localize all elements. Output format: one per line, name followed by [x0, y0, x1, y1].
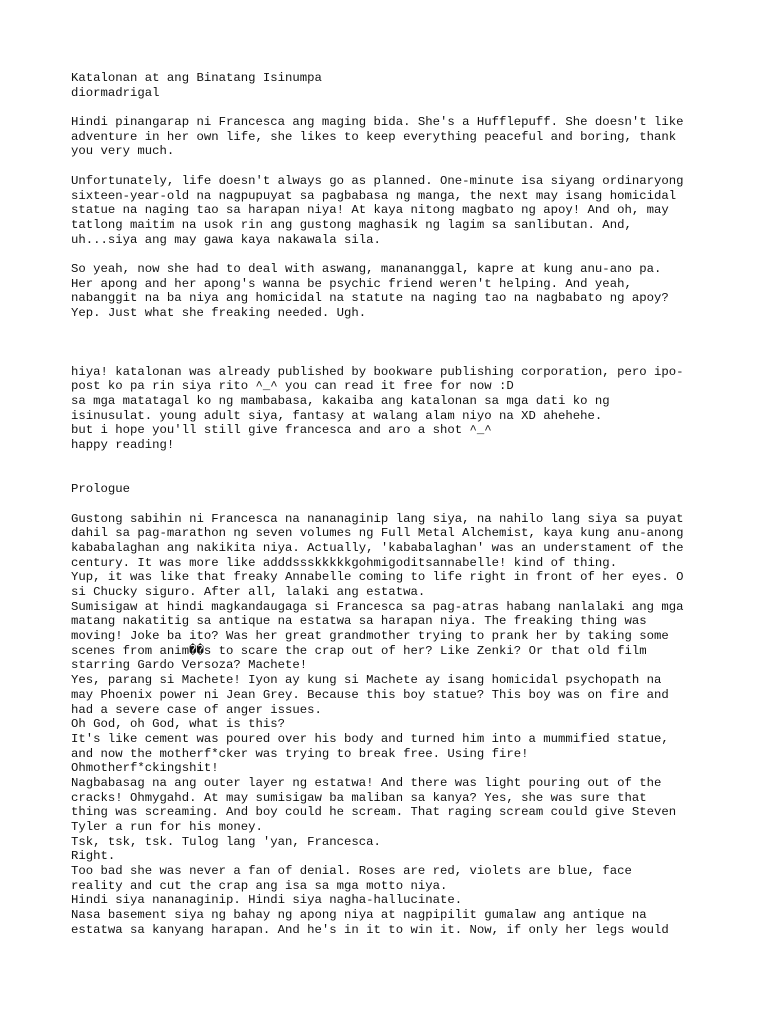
text-line: Yes, parang si Machete! Iyon ay kung si Machete ay isang homicidal psychopath na: [71, 673, 662, 688]
blurb-paragraph-3: [71, 262, 711, 321]
text-line: Her apong and her apong's wanna be psychic friend weren't helping. And yeah,: [71, 276, 632, 291]
text-line: Gustong sabihin ni Francesca na nananaginip lang siya, na nahilo lang siya sa puyat: [71, 511, 684, 526]
text-line: Unfortunately, life doesn't always go as planned. One-minute isa siyang ordinaryong: [71, 173, 684, 188]
text-line: It's like cement was poured over his body and turned him into a mummified statue,: [71, 731, 669, 746]
text-line: but i hope you'll still give francesca and aro a shot ^_^: [71, 423, 492, 438]
story-author: diormadrigal: [71, 85, 160, 100]
text-line: Too bad she was never a fan of denial. Roses are red, violets are blue, face: [71, 864, 632, 879]
text-line: Hindi siya nananaginip. Hindi siya nagha-hallucinate.: [71, 893, 463, 908]
text-line: Nasa basement siya ng bahay ng apong niya at nagpipilit gumalaw ang antique na: [71, 908, 647, 923]
text-line: Oh God, oh God, what is this?: [71, 717, 286, 732]
text-line: Yep. Just what she freaking needed. Ugh.: [71, 306, 367, 320]
text-line: estatwa sa kanyang harapan. And he's in it to win it. Now, if only her legs would: [71, 922, 669, 937]
text-line: starring Gardo Versoza? Machete!: [71, 658, 308, 673]
text-line: cracks! Ohmygahd. At may sumisigaw ba maliban sa kanya? Yes, she was sure that: [71, 790, 647, 805]
text-line: century. It was more like adddssskkkkkgohmigoditsannabelle! kind of thing.: [71, 555, 618, 570]
text-line: sa mga matatagal ko ng mambabasa, kakaiba ang katalonan sa mga dati ko ng: [71, 394, 610, 409]
text-line: Nagbabasag na ang outer layer ng estatwa! And there was light pouring out of the: [71, 775, 662, 790]
text-line: tatlong maitim na usok rin ang gustong maghasik ng lagim sa sanlibutan. And,: [71, 217, 632, 232]
text-line: moving! Joke ba ito? Was her great grandmother trying to prank her by taking some: [71, 629, 669, 644]
spacer: [71, 159, 711, 174]
prologue-heading: Prologue: [71, 482, 131, 497]
spacer: [71, 247, 711, 262]
text-line: Tsk, tsk, tsk. Tulog lang 'yan, Francesca.: [71, 834, 381, 849]
text-line: Yup, it was like that freaky Annabelle coming to life right in front of her eyes. O: [71, 570, 684, 585]
text-line: kababalaghan ang nakikita niya. Actually, 'kababalaghan' was an understament of the: [71, 540, 684, 555]
author-note: [71, 365, 711, 453]
blurb-paragraph-2: [71, 174, 711, 247]
text-line: hiya! katalonan was already published by bookware publishing corporation, pero ipo-: [71, 364, 684, 379]
text-line: nabanggit na ba niya ang homicidal na statute na naging tao na nagbabato ng apoy?: [71, 291, 669, 306]
text-line: may Phoenix power ni Jean Grey. Because this boy statue? This boy was on fire and: [71, 687, 669, 702]
text-line: Right.: [71, 849, 116, 864]
document-page: [71, 71, 711, 938]
text-line: uh...siya ang may gawa kaya nakawala sila.: [71, 232, 381, 247]
text-line: reality and cut the crap ang isa sa mga motto niya.: [71, 878, 448, 893]
text-line: Hindi pinangarap ni Francesca ang maging bida. She's a Hufflepuff. She doesn't like: [71, 115, 684, 130]
spacer: [71, 453, 711, 482]
spacer: [71, 100, 711, 115]
text-line: So yeah, now she had to deal with aswang, manananggal, kapre at kung anu-ano pa.: [71, 261, 662, 276]
text-line: post ko pa rin siya rito ^_^ you can read it free for now :D: [71, 379, 514, 394]
text-line: Tyler a run for his money.: [71, 820, 263, 835]
text-line: isinusulat. young adult siya, fantasy at walang alam niyo na XD ahehehe.: [71, 408, 603, 423]
prologue-body: [71, 512, 711, 938]
text-line: happy reading!: [71, 438, 175, 453]
text-line: dahil sa pag-marathon ng seven volumes ng Full Metal Alchemist, kaya kung anu-anong: [71, 526, 684, 541]
text-line: matang nakatitig sa antique na estatwa sa harapan niya. The freaking thing was: [71, 614, 647, 629]
text-line: you very much.: [71, 144, 175, 159]
spacer: [71, 321, 711, 365]
text-line: scenes from anim��s to scare the crap out of her? Like Zenki? Or that old film: [71, 643, 647, 658]
story-title: Katalonan at ang Binatang Isinumpa: [71, 71, 322, 85]
text-line: thing was screaming. And boy could he scream. That raging scream could give Steven: [71, 805, 677, 820]
text-line: had a severe case of anger issues.: [71, 702, 322, 717]
text-line: and now the motherf*cker was trying to break free. Using fire!: [71, 746, 529, 761]
text-line: Ohmotherf*ckingshit!: [71, 761, 219, 776]
text-line: Sumisigaw at hindi magkandaugaga si Francesca sa pag-atras habang nanlalaki ang mga: [71, 599, 684, 614]
text-line: si Chucky siguro. After all, lalaki ang estatwa.: [71, 585, 426, 600]
blurb-paragraph-1: [71, 115, 711, 159]
spacer: [71, 497, 711, 512]
text-line: sixteen-year-old na nagpupuyat sa pagbabasa ng manga, the next may isang homicidal: [71, 188, 677, 203]
text-line: adventure in her own life, she likes to keep everything peaceful and boring, thank: [71, 129, 677, 144]
text-line: statue na naging tao sa harapan niya! At kaya nitong magbato ng apoy! And oh, may: [71, 203, 669, 218]
